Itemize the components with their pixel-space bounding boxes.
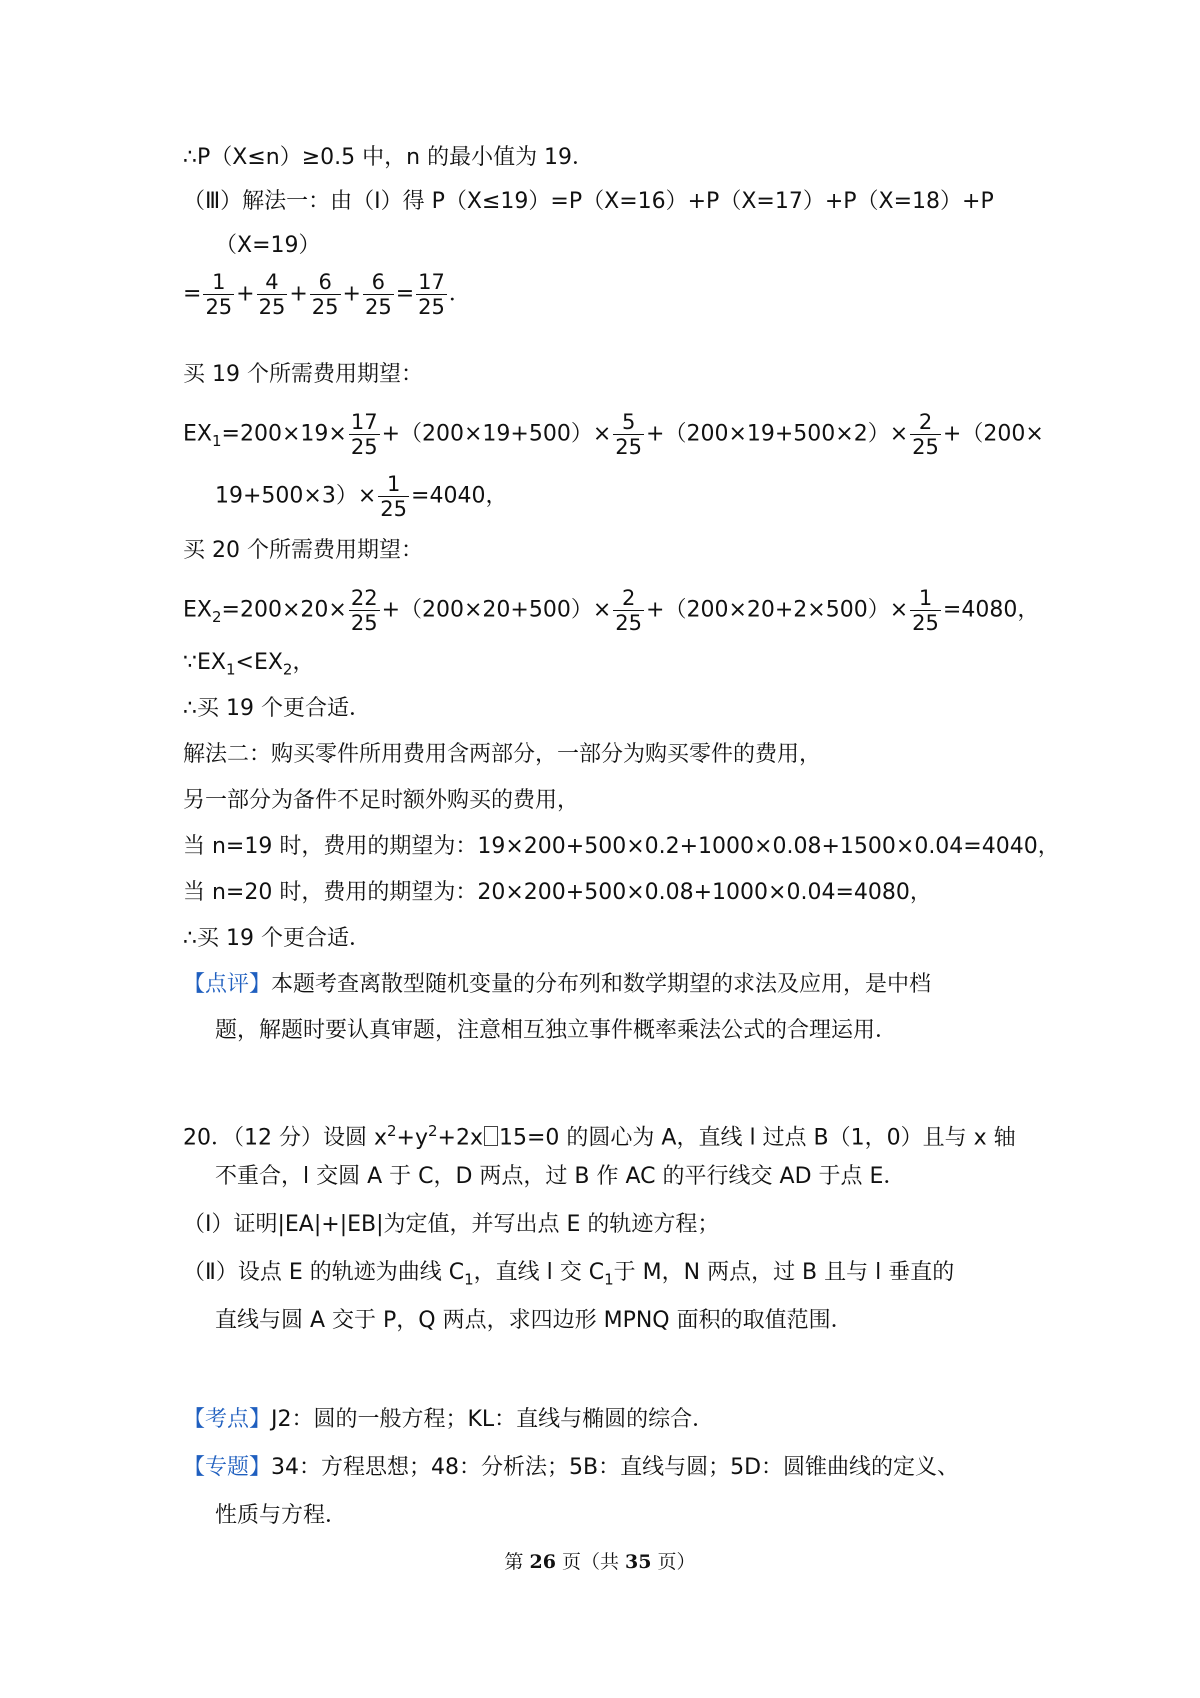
comment-tag: 【点评】 xyxy=(183,972,272,997)
formula-line: $\because EX_1<EX_2$， xyxy=(183,650,315,679)
text-line: （Ⅰ）证明|EA|+|EB|为定值，并写出点 E 的轨迹方程； xyxy=(183,1212,720,1237)
fraction: $\frac{17}{25}$ xyxy=(418,270,445,319)
text-line: ∴买 19 个更合适． xyxy=(183,926,371,951)
text-line: 解法二：购买零件所用费用含两部分，一部分为购买零件的费用， xyxy=(183,742,822,767)
formula-line: $EX_2=200\times 20\times$ $\frac{22}{25}$ +（200×20+500）× $\frac{2}{25}$ +（200×20+2×500）× $\frac{1}{25}$ =4080， xyxy=(183,586,1040,635)
fraction: $\frac{22}{25}$ xyxy=(350,586,378,635)
fraction: $\frac{6}{25}$ xyxy=(311,270,339,319)
text-line: 当 n=19 时，费用的期望为：19×200+500×0.2+1000×0.08+1500×0.04=4040， xyxy=(183,834,1060,859)
formula-line: 19+500×3）× $\frac{1}{25}$ =4040， xyxy=(215,472,508,521)
text-line: （Ⅲ）解法一：由（Ⅰ）得 P（X≤19）=P（X=16）+P（X=17）+P（X=18）+P xyxy=(183,189,994,214)
fraction: $\frac{17}{25}$ xyxy=(350,410,378,459)
formula-line: $EX_1=200\times 19\times$ $\frac{17}{25}$ +（200×19+500）× $\frac{5}{25}$ +（200×19+500×2）× $\frac{2}{25}$ +（200× xyxy=(183,410,1044,459)
fraction: $\frac{1}{25}$ xyxy=(380,472,408,521)
fraction: $\frac{2}{25}$ xyxy=(615,586,643,635)
topic-tag: 【专题】 xyxy=(183,1455,272,1480)
question-line: 20．（12 分）设圆 $x^2+y^2+2x$ 15=0 的圆心为 A，直线 l 过点 B（1，0）且与 x 轴 xyxy=(183,1122,1016,1151)
text-line: 题，解题时要认真审题，注意相互独立事件概率乘法公式的合理运用． xyxy=(215,1018,898,1043)
fraction: $\frac{5}{25}$ xyxy=(615,410,643,459)
knowledge-line: 【考点】J2：圆的一般方程；KL：直线与椭圆的综合． xyxy=(183,1407,715,1432)
fraction: $\frac{2}{25}$ xyxy=(912,410,939,459)
knowledge-tag: 【考点】 xyxy=(183,1407,272,1432)
fraction: $\frac{4}{25}$ xyxy=(258,270,286,319)
text-line: ∴P（X≤n）≥0.5 中，n 的最小值为 19． xyxy=(183,145,595,170)
text-line: 当 n=20 时，费用的期望为：20×200+500×0.08+1000×0.04=4080， xyxy=(183,880,932,905)
text-line: 买 20 个所需费用期望： xyxy=(183,538,423,563)
fraction: $\frac{1}{25}$ xyxy=(205,270,233,319)
fraction: $\frac{1}{25}$ xyxy=(912,586,939,635)
comment-line: 【点评】本题考查离散型随机变量的分布列和数学期望的求法及应用，是中档 xyxy=(183,972,932,997)
page-footer: 第 26 页（共 35 页） xyxy=(504,1551,696,1573)
topic-line: 【专题】34：方程思想；48：分析法；5B：直线与圆；5D：圆锥曲线的定义、 xyxy=(183,1455,960,1480)
fraction: $\frac{6}{25}$ xyxy=(364,270,392,319)
text-line: 性质与方程． xyxy=(215,1503,348,1528)
missing-glyph xyxy=(484,1126,498,1146)
formula-line: = $\frac{1}{25}$ + $\frac{4}{25}$ + $\frac{6}{25}$ + $\frac{6}{25}$ = $\frac{17}{25}$ ． xyxy=(183,270,471,319)
text-line: ∴买 19 个更合适． xyxy=(183,696,371,721)
text-line: 另一部分为备件不足时额外购买的费用， xyxy=(183,788,580,813)
text-line: 不重合，l 交圆 A 于 C，D 两点，过 B 作 AC 的平行线交 AD 于点 E． xyxy=(215,1164,906,1189)
question-line: （Ⅱ）设点 E 的轨迹为曲线 $C_1$，直线 l 交 $C_1$于 M，N 两点，过 B 且与 l 垂直的 xyxy=(183,1260,955,1289)
text-line: 直线与圆 A 交于 P，Q 两点，求四边形 MPNQ 面积的取值范围． xyxy=(215,1308,853,1333)
text-line: （X=19） xyxy=(215,233,321,258)
text-line: 买 19 个所需费用期望： xyxy=(183,362,423,387)
